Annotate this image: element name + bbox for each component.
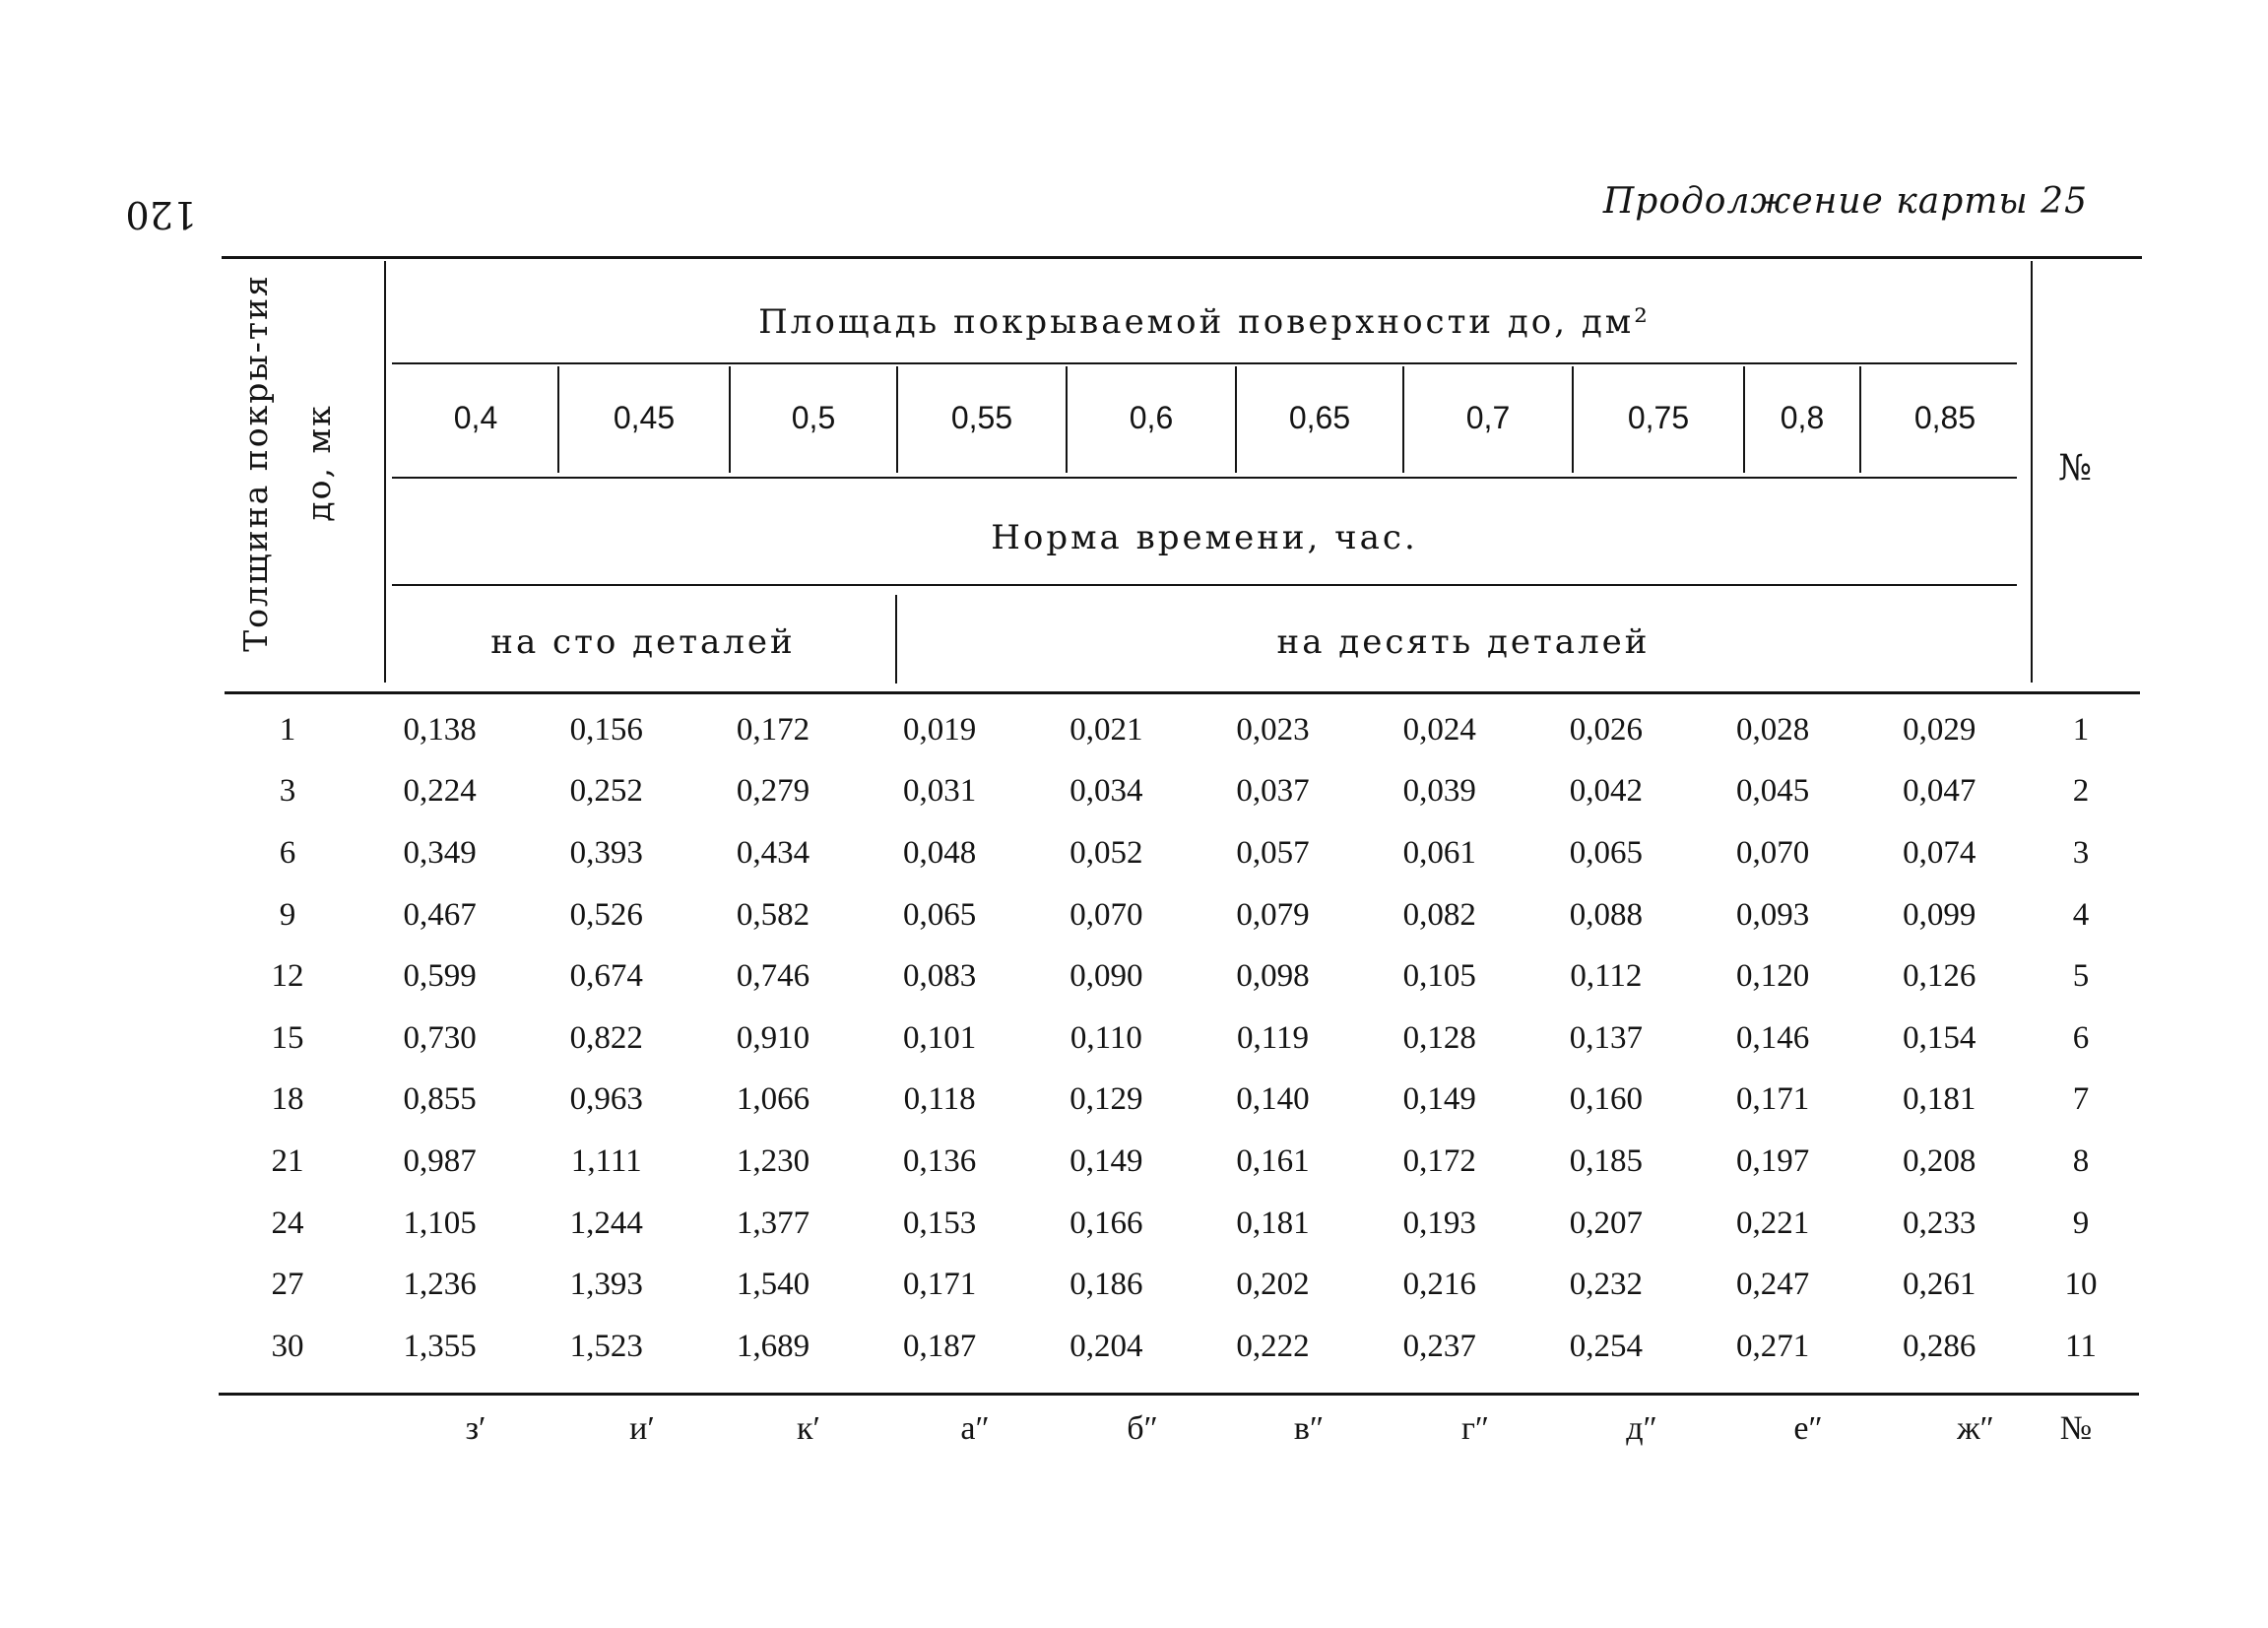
- norm-value-cell: 0,232: [1569, 1267, 1644, 1303]
- norm-value-cell: 0,224: [403, 773, 477, 810]
- thickness-cell: 30: [271, 1328, 304, 1364]
- row-number-cell: 9: [2072, 1205, 2090, 1241]
- norm-title-rule: [392, 584, 2017, 586]
- norm-value-cell: 0,052: [1069, 834, 1143, 871]
- area-title-rule: [392, 362, 2017, 364]
- row-number-cell: 2: [2072, 773, 2090, 810]
- norm-value-cell: 1,523: [569, 1328, 643, 1364]
- norm-value-cell: 0,039: [1402, 773, 1476, 810]
- page-number: 120: [125, 193, 197, 236]
- row-number-cell: 5: [2072, 958, 2090, 995]
- norm-value-cell: 0,160: [1569, 1081, 1644, 1118]
- area-value: 0,5: [791, 399, 836, 435]
- norm-value-cell: 1,111: [570, 1142, 642, 1179]
- norm-value-cell: 0,186: [1069, 1267, 1143, 1303]
- thickness-cell: 27: [271, 1267, 304, 1303]
- area-value: 0,55: [950, 399, 1013, 435]
- norm-value-cell: 0,129: [1069, 1081, 1143, 1118]
- thickness-cell: 6: [279, 834, 296, 871]
- norm-value-cell: 0,526: [569, 896, 643, 933]
- norm-value-cell: 0,185: [1569, 1142, 1644, 1179]
- area-value: 0,65: [1288, 399, 1351, 435]
- area-value: 0,85: [1913, 399, 1976, 435]
- norm-value-cell: 0,247: [1735, 1267, 1810, 1303]
- norm-value-cell: 0,222: [1236, 1328, 1310, 1364]
- norm-value-cell: 0,140: [1236, 1081, 1310, 1118]
- row-number-cell: 11: [2065, 1328, 2097, 1364]
- norm-value-cell: 0,031: [903, 773, 977, 810]
- thickness-cell: 1: [279, 711, 296, 748]
- norm-value-cell: 0,181: [1903, 1081, 1976, 1118]
- area-value: 0,7: [1465, 399, 1511, 435]
- norm-value-cell: 1,393: [569, 1267, 643, 1303]
- norm-value-cell: 0,208: [1903, 1142, 1976, 1179]
- norm-value-cell: 0,126: [1903, 958, 1976, 995]
- thickness-header: Толщина покры-тия до, мк: [236, 274, 338, 652]
- thickness-cell: 15: [271, 1019, 304, 1056]
- norm-value-cell: 0,393: [569, 834, 643, 871]
- row-number-cell: 7: [2072, 1081, 2090, 1118]
- norm-value-cell: 0,221: [1735, 1205, 1810, 1241]
- norm-value-cell: 0,057: [1236, 834, 1310, 871]
- norm-value-cell: 1,377: [736, 1205, 810, 1241]
- norm-value-cell: 0,034: [1069, 773, 1143, 810]
- table-row: [219, 945, 2139, 1008]
- row-number-cell: 1: [2072, 711, 2090, 748]
- footer-code: в″: [1293, 1410, 1325, 1447]
- table-row: [219, 1131, 2139, 1193]
- norm-value-cell: 0,079: [1236, 896, 1310, 933]
- norm-value-cell: 0,021: [1069, 711, 1143, 748]
- norm-value-cell: 0,202: [1236, 1267, 1310, 1303]
- norm-value-cell: 0,599: [403, 958, 477, 995]
- norm-value-cell: 0,987: [403, 1142, 477, 1179]
- norm-value-cell: 0,467: [403, 896, 477, 933]
- norm-value-cell: 0,746: [736, 958, 810, 995]
- norm-value-cell: 0,261: [1903, 1267, 1976, 1303]
- norm-value-cell: 0,910: [736, 1019, 810, 1056]
- norm-value-cell: 0,023: [1236, 711, 1310, 748]
- footer-code: №: [2059, 1410, 2093, 1447]
- table-row: [219, 1070, 2139, 1132]
- area-value: 0,8: [1780, 399, 1825, 435]
- norm-value-cell: 0,166: [1069, 1205, 1143, 1241]
- table-bottom-rule: [219, 1393, 2139, 1396]
- norm-value-cell: 0,207: [1569, 1205, 1644, 1241]
- footer-code: е″: [1793, 1410, 1823, 1447]
- row-number-cell: 6: [2072, 1019, 2090, 1056]
- table-top-rule: [222, 256, 2142, 259]
- norm-value-cell: 0,855: [403, 1081, 477, 1118]
- norm-value-cell: 0,187: [903, 1328, 977, 1364]
- right-header-divider: [2031, 261, 2033, 683]
- norm-value-cell: 0,045: [1735, 773, 1810, 810]
- norm-value-cell: 0,172: [1402, 1142, 1476, 1179]
- table-row: [219, 822, 2139, 884]
- footer-code: д″: [1626, 1410, 1657, 1447]
- norm-value-cell: 0,233: [1903, 1205, 1976, 1241]
- norm-value-cell: 0,822: [569, 1019, 643, 1056]
- norm-value-cell: 0,065: [903, 896, 977, 933]
- thickness-cell: 9: [279, 896, 296, 933]
- norm-value-cell: 0,047: [1903, 773, 1976, 810]
- norm-value-cell: 0,120: [1735, 958, 1810, 995]
- norm-value-cell: 0,172: [736, 711, 810, 748]
- norm-value-cell: 0,237: [1402, 1328, 1476, 1364]
- footer-code: ж″: [1957, 1410, 1994, 1447]
- area-title: Площадь покрываемой поверхности до, дм²: [758, 302, 1651, 342]
- norm-value-cell: 0,099: [1903, 896, 1976, 933]
- norm-value-cell: 0,090: [1069, 958, 1143, 995]
- table-row: [219, 1008, 2139, 1070]
- norm-value-cell: 1,689: [736, 1328, 810, 1364]
- norm-value-cell: 1,105: [403, 1205, 477, 1241]
- norm-value-cell: 0,101: [903, 1019, 977, 1056]
- norm-value-cell: 0,112: [1570, 958, 1643, 995]
- footer-code: а″: [960, 1410, 990, 1447]
- norm-value-cell: 0,070: [1735, 834, 1810, 871]
- table-row: [219, 1316, 2139, 1378]
- norm-value-cell: 0,171: [1735, 1081, 1810, 1118]
- norm-value-cell: 0,029: [1903, 711, 1976, 748]
- number-sign-header: №: [2057, 448, 2093, 488]
- norm-value-cell: 0,110: [1069, 1019, 1142, 1056]
- footer-code: к′: [797, 1410, 820, 1447]
- norm-value-cell: 0,048: [903, 834, 977, 871]
- footer-code: и′: [629, 1410, 655, 1447]
- norm-value-cell: 1,230: [736, 1142, 810, 1179]
- norm-value-cell: 0,193: [1402, 1205, 1476, 1241]
- norm-value-cell: 0,083: [903, 958, 977, 995]
- area-values-rule: [392, 477, 2017, 479]
- table-row: [219, 761, 2139, 823]
- norm-value-cell: 0,153: [903, 1205, 977, 1241]
- row-number-cell: 10: [2064, 1267, 2098, 1303]
- norm-value-cell: 0,149: [1069, 1142, 1143, 1179]
- norm-value-cell: 0,271: [1735, 1328, 1810, 1364]
- norm-value-cell: 1,244: [569, 1205, 643, 1241]
- norm-value-cell: 0,098: [1236, 958, 1310, 995]
- norm-value-cell: 0,161: [1236, 1142, 1310, 1179]
- norms-table: [219, 699, 2139, 1378]
- group-divider: [895, 595, 897, 684]
- norm-value-cell: 0,024: [1402, 711, 1476, 748]
- norm-value-cell: 0,216: [1402, 1267, 1476, 1303]
- norm-value-cell: 0,088: [1569, 896, 1644, 933]
- norm-value-cell: 0,105: [1402, 958, 1476, 995]
- area-value: 0,45: [613, 399, 676, 435]
- thickness-cell: 18: [271, 1081, 304, 1118]
- footer-code: г″: [1460, 1410, 1490, 1447]
- norm-value-cell: 0,138: [403, 711, 477, 748]
- norm-value-cell: 0,136: [903, 1142, 977, 1179]
- norm-value-cell: 0,279: [736, 773, 810, 810]
- norm-value-cell: 0,082: [1402, 896, 1476, 933]
- table-row: [219, 884, 2139, 946]
- norm-value-cell: 0,070: [1069, 896, 1143, 933]
- norm-value-cell: 0,154: [1903, 1019, 1976, 1056]
- table-row: [219, 1254, 2139, 1316]
- norm-value-cell: 0,118: [903, 1081, 976, 1118]
- norm-value-cell: 1,066: [736, 1081, 810, 1118]
- norm-value-cell: 0,146: [1735, 1019, 1810, 1056]
- norm-value-cell: 0,156: [569, 711, 643, 748]
- norm-value-cell: 0,197: [1735, 1142, 1810, 1179]
- norm-value-cell: 0,349: [403, 834, 477, 871]
- norm-value-cell: 0,137: [1569, 1019, 1644, 1056]
- footer-codes: [0, 1410, 2268, 1469]
- table-row: [219, 699, 2139, 761]
- area-value: 0,6: [1129, 399, 1174, 435]
- norm-value-cell: 0,204: [1069, 1328, 1143, 1364]
- norm-value-cell: 0,582: [736, 896, 810, 933]
- footer-code: з′: [465, 1410, 486, 1447]
- row-number-cell: 8: [2072, 1142, 2090, 1179]
- norm-value-cell: 0,042: [1569, 773, 1644, 810]
- norm-value-cell: 0,028: [1735, 711, 1810, 748]
- group-hundred: на сто деталей: [490, 622, 796, 662]
- norm-value-cell: 0,252: [569, 773, 643, 810]
- area-value: 0,75: [1627, 399, 1690, 435]
- norm-value-cell: 0,128: [1402, 1019, 1476, 1056]
- norm-value-cell: 0,026: [1569, 711, 1644, 748]
- thickness-cell: 24: [271, 1205, 304, 1241]
- norm-value-cell: 0,171: [903, 1267, 977, 1303]
- norm-value-cell: 0,286: [1903, 1328, 1976, 1364]
- norm-value-cell: 0,019: [903, 711, 977, 748]
- norm-value-cell: 0,674: [569, 958, 643, 995]
- norm-value-cell: 0,254: [1569, 1328, 1644, 1364]
- footer-code: б″: [1127, 1410, 1158, 1447]
- area-value: 0,4: [453, 399, 498, 435]
- norm-title: Норма времени, час.: [991, 518, 1418, 557]
- norm-value-cell: 0,149: [1402, 1081, 1476, 1118]
- norm-value-cell: 1,236: [403, 1267, 477, 1303]
- norm-value-cell: 0,730: [403, 1019, 477, 1056]
- row-number-cell: 3: [2072, 834, 2090, 871]
- left-header-divider: [384, 261, 386, 683]
- table-row: [219, 1193, 2139, 1255]
- norm-value-cell: 0,065: [1569, 834, 1644, 871]
- norm-value-cell: 0,093: [1735, 896, 1810, 933]
- header-bottom-rule: [225, 691, 2140, 694]
- group-ten: на десять деталей: [1276, 622, 1651, 662]
- norm-value-cell: 0,074: [1903, 834, 1976, 871]
- thickness-cell: 12: [271, 958, 304, 995]
- norm-value-cell: 0,037: [1236, 773, 1310, 810]
- norm-value-cell: 1,355: [403, 1328, 477, 1364]
- norm-value-cell: 0,434: [736, 834, 810, 871]
- continuation-title: Продолжение карты 25: [1602, 181, 2088, 222]
- norm-value-cell: 0,119: [1237, 1019, 1310, 1056]
- thickness-cell: 21: [271, 1142, 304, 1179]
- thickness-cell: 3: [279, 773, 296, 810]
- norm-value-cell: 0,061: [1402, 834, 1476, 871]
- row-number-cell: 4: [2072, 896, 2090, 933]
- norm-value-cell: 0,181: [1236, 1205, 1310, 1241]
- norm-value-cell: 0,963: [569, 1081, 643, 1118]
- norm-value-cell: 1,540: [736, 1267, 810, 1303]
